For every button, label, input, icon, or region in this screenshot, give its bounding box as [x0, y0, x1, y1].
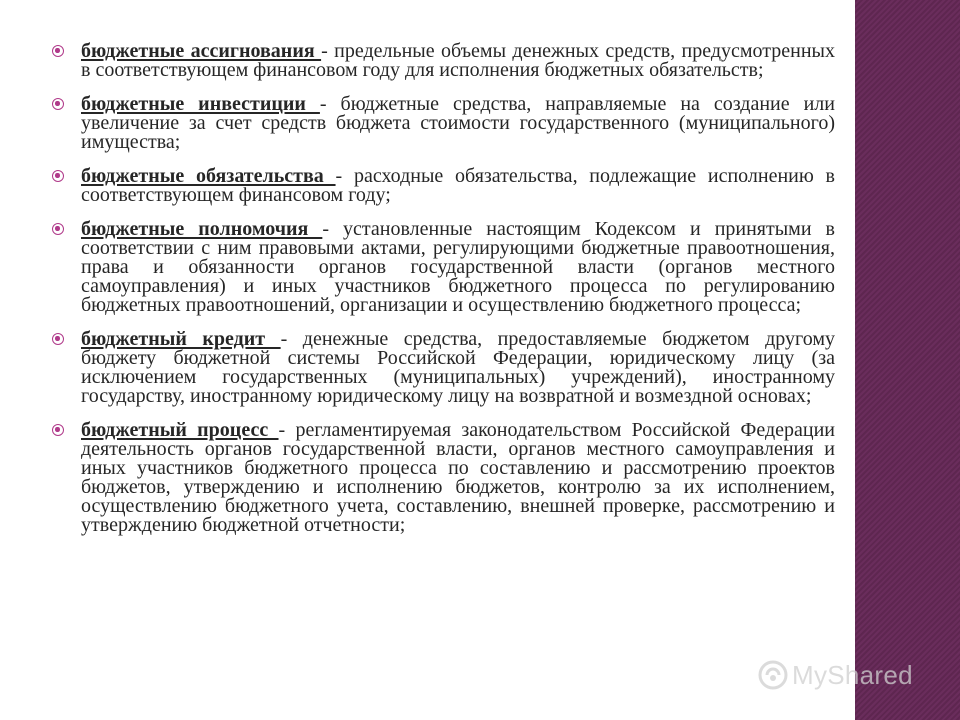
definition-item [50, 95, 835, 152]
definitions-list [50, 42, 835, 550]
definition-term: бюджетные обязательства [81, 165, 336, 187]
bullet-icon [52, 98, 64, 110]
bullet-icon [52, 333, 64, 345]
definition-text: - установленные настоящим Кодексом и принятыми в соответствии с ним правовыми актами, регулирующими бюджетные правоотношения, права и обязанности органов государственной власти (органов местного самоуправления) и иных участников бюджетного процесса по регулированию бюджетных правоотношений, организации и осуществлению бюджетного процесса; [81, 218, 835, 316]
definition-term: бюджетный кредит [81, 328, 281, 350]
bullet-icon [52, 424, 64, 436]
bullet-icon [52, 45, 64, 57]
definition-text: - расходные обязательства, подлежащие исполнению в соответствующем финансовом году; [81, 165, 835, 206]
definition-item [50, 167, 835, 205]
definition-text: - регламентируемая законодательством Российской Федерации деятельность органов государственной власти, органов местного самоуправления и иных участников бюджетного процесса по составлению и рассмотрению проектов бюджетов, утверждению и исполнению бюджетов, контролю за их исполнением, осуществлению бюджетного учета, составлению, внешней проверке, рассмотрению и утверждению бюджетной отчетности; [81, 419, 835, 536]
watermark [758, 658, 913, 692]
definition-term: бюджетные инвестиции [81, 93, 320, 115]
bullet-icon [52, 170, 64, 182]
definition-text: - предельные объемы денежных средств, предусмотренных в соответствующем финансовом году для исполнения бюджетных обязательств; [81, 40, 835, 81]
watermark-text: MyShared [792, 659, 913, 690]
definition-item [50, 421, 835, 535]
definition-term: бюджетные полномочия [81, 218, 323, 240]
definition-item [50, 220, 835, 315]
definition-text: - денежные средства, предоставляемые бюджетом другому бюджету бюджетной системы Российской Федерации, юридическому лицу (за исключением государственных (муниципальных) учреждений), иностранному государству, иностранному юридическому лицу на возвратной и возмездной основах; [81, 328, 835, 407]
decorative-side-band [855, 0, 960, 720]
bullet-icon [52, 223, 64, 235]
definition-term: бюджетные ассигнования [81, 40, 322, 62]
definition-item [50, 330, 835, 406]
definition-text: - бюджетные средства, направляемые на создание или увеличение за счет средств бюджета стоимости государственного (муниципального) имущества; [81, 93, 835, 153]
definition-term: бюджетный процесс [81, 419, 279, 441]
definition-item [50, 42, 835, 80]
myshared-logo-icon [758, 660, 788, 690]
